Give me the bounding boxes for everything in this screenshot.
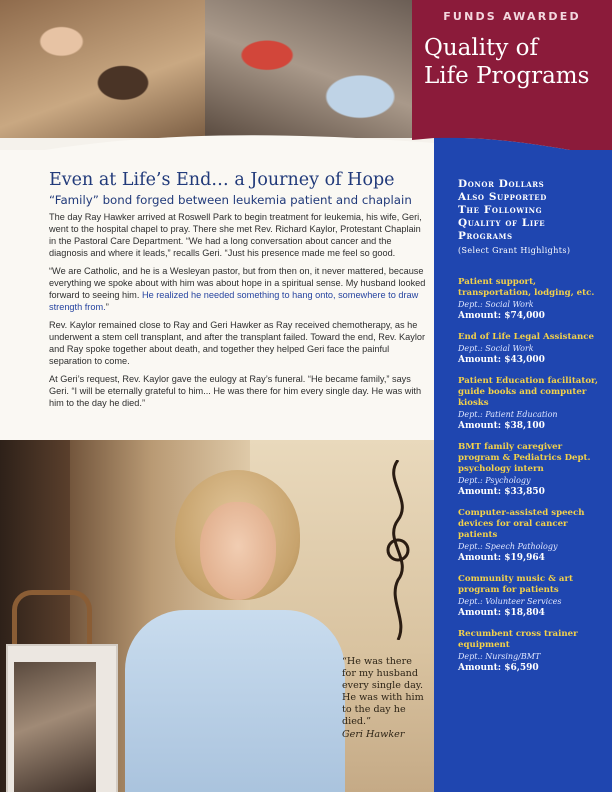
article-paragraph: The day Ray Hawker arrived at Roswell Park to begin treatment for leukemia, his wife, Geri, went to the hospital chapel to pray. There she met Rev. Richard Kaylor, Protestant Chaplain in the Pastoral Care Department. “We had a long conversation about cancer and the diagnosis and where it leads,” recalls Geri. “Just his presence made me feel so good. xyxy=(49,212,422,258)
grant-item xyxy=(458,332,606,366)
grant-dept: Dept.: Volunteer Services xyxy=(458,597,562,606)
pull-quote: “He was there for my husband every single day. He was with him to the day he died.” xyxy=(342,656,424,727)
header-title xyxy=(424,34,610,90)
pull-quote-attribution: Geri Hawker xyxy=(342,729,405,740)
grant-name: Patient Education facilitator, guide books and computer kiosks xyxy=(458,376,598,408)
sidebar-heading-line: Donor Dollars xyxy=(458,178,545,190)
grant-amount: Amount: $38,100 xyxy=(458,421,545,431)
grant-name: Patient support, transportation, lodging, etc. xyxy=(458,277,595,298)
grant-dept: Dept.: Patient Education xyxy=(458,410,558,419)
article-body xyxy=(49,211,429,415)
grant-item xyxy=(458,376,606,432)
grant-item xyxy=(458,442,606,498)
grant-name: Computer-assisted speech devices for oral cancer patients xyxy=(458,508,585,540)
article-paragraph xyxy=(49,265,429,313)
grant-amount: Amount: $19,964 xyxy=(458,553,545,563)
highlighted-quote: He realized he needed something to hang onto, somewhere to draw strength from. xyxy=(49,290,419,312)
grant-item xyxy=(458,508,606,564)
header-title-line2: Life Programs xyxy=(424,63,590,89)
grant-amount: Amount: $33,850 xyxy=(458,487,545,497)
grant-item xyxy=(458,574,606,619)
grant-amount: Amount: $6,590 xyxy=(458,663,539,673)
grant-dept: Dept.: Psychology xyxy=(458,476,531,485)
grant-name: Community music & art program for patients xyxy=(458,574,573,595)
grant-amount: Amount: $74,000 xyxy=(458,311,545,321)
article-paragraph: Rev. Kaylor remained close to Ray and Geri Hawker as Ray received chemotherapy, as he underwent a stem cell transplant, and after the transplant failed. Toward the end, Rev. Kaylor and Ray spoke together about death, and together they helped Geri face the painful separation to come. xyxy=(49,320,426,366)
article-subtitle: “Family” bond forged between leukemia patient and chaplain xyxy=(49,193,412,207)
header-kicker: FUNDS AWARDED xyxy=(443,10,581,23)
sidebar-heading xyxy=(458,178,608,257)
framed-photo xyxy=(14,662,96,792)
grant-dept: Dept.: Social Work xyxy=(458,300,534,309)
grant-name: End of Life Legal Assistance xyxy=(458,332,594,342)
grant-dept: Dept.: Social Work xyxy=(458,344,534,353)
grant-dept: Dept.: Speech Pathology xyxy=(458,542,558,551)
sidebar-heading-line: Quality of Life xyxy=(458,217,546,229)
photo-face xyxy=(200,502,276,600)
article-title: Even at Life’s End… a Journey of Hope xyxy=(49,170,395,190)
grant-name: Recumbent cross trainer equipment xyxy=(458,629,578,650)
article-text: “We are Catholic, and he is a Wesleyan pastor, but from then on, it never mattered, because everything we spoke about with him was about hope in a spiritual sense. My husband looked forward to seeing him. xyxy=(49,266,426,300)
grant-dept: Dept.: Nursing/BMT xyxy=(458,652,541,661)
sidebar-heading-line: Also Supported xyxy=(458,191,547,203)
sidebar-heading-line: The Following xyxy=(458,204,543,216)
grant-amount: Amount: $43,000 xyxy=(458,355,545,365)
grant-name: BMT family caregiver program & Pediatrics Dept. psychology intern xyxy=(458,442,591,474)
header-title-line1: Quality of xyxy=(424,35,539,61)
photo-sweater xyxy=(125,610,345,792)
sidebar-note: (Select Grant Highlights) xyxy=(458,246,571,255)
grant-item xyxy=(458,629,606,674)
article-text: ” xyxy=(105,302,109,312)
article-paragraph: At Geri’s request, Rev. Kaylor gave the eulogy at Ray’s funeral. “He became family,” says Geri. “I will be eternally grateful to him... He was there for him every single day. He was with him to the day he died.” xyxy=(49,374,422,408)
grant-list xyxy=(458,277,606,684)
grant-amount: Amount: $18,804 xyxy=(458,608,545,618)
wrought-iron-decor xyxy=(378,460,418,640)
sidebar-heading-line: Programs xyxy=(458,230,513,242)
grant-item xyxy=(458,277,606,322)
